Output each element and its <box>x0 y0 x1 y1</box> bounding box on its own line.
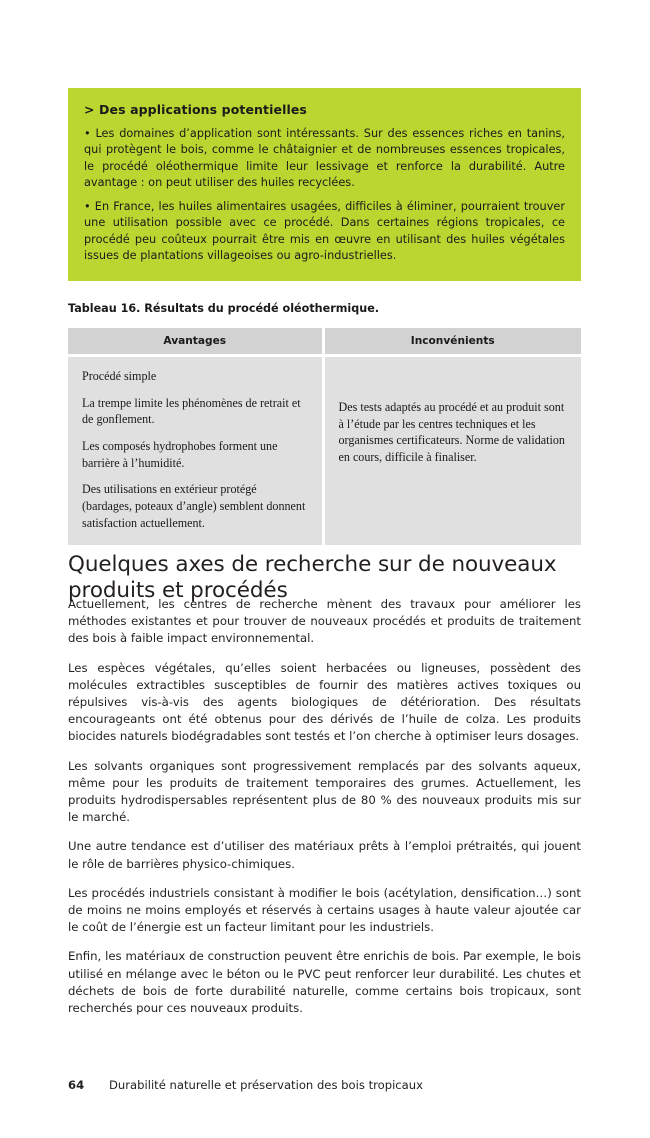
table-header-avantages: Avantages <box>68 328 325 354</box>
page-footer <box>68 1078 581 1092</box>
footer-book-title: Durabilité naturelle et préservation des bois tropicaux <box>109 1078 423 1092</box>
table-cell-avantages <box>68 354 325 545</box>
body-paragraph: Les espèces végétales, qu’elles soient herbacées ou ligneuses, possèdent des molécules extractibles susceptibles de fournir des matières actives toxiques ou répulsives vis-à-vis des agents biologiques de détérioration. Des résultats encourageants ont été obtenus pour des dérivés de l’huile de colza. Les produits biocides naturels biodégradables sont testés et l’on cherche à optimiser leurs dosages. <box>68 660 581 744</box>
body-paragraph: Les solvants organiques sont progressivement remplacés par des solvants aqueux, même pour les produits de traitement temporaires des grumes. Actuellement, les produits hydrodispersables représentent plus de 80 % des nouveaux produits mis sur le marché. <box>68 758 581 825</box>
table-header-row <box>68 328 581 354</box>
callout-paragraph-1: • Les domaines d’application sont intéressants. Sur des essences riches en tanins, qui protègent le bois, comme le châtaignier et de nombreuses essences tropicales, le procédé oléothermique limite leur lessivage et renforce la durabilité. Autre avantage : on peut utiliser des huiles recyclées. <box>84 127 565 190</box>
callout-box-applications-potentielles <box>68 88 581 281</box>
table-caption: Tableau 16. Résultats du procédé oléothermique. <box>68 302 380 315</box>
drawback-item: Des tests adaptés au procédé et au produit sont à l’étude par les centres techniques et les organismes certificateurs. Norme de validation en cours, difficile à finaliser. <box>338 400 565 465</box>
body-paragraph: Actuellement, les centres de recherche mènent des travaux pour améliorer les méthodes existantes et pour trouver de nouveaux procédés et produits de traitement des bois à faible impact environnemental. <box>68 597 581 646</box>
body-text-block <box>68 596 581 1017</box>
footer-page-number: 64 <box>68 1078 85 1092</box>
section-heading: Quelques axes de recherche sur de nouveaux produits et procédés <box>68 551 557 604</box>
advantage-item: La trempe limite les phénomènes de retrait et de gonflement. <box>82 395 301 427</box>
body-paragraph: Les procédés industriels consistant à modifier le bois (acétylation, densification…) sont de moins ne moins employés et réservés à certains usages à haute valeur ajoutée car le coût de l’énergie est un facteur limitant pour les industriels. <box>68 885 581 935</box>
table-row <box>68 354 581 545</box>
advantage-item: Procédé simple <box>82 369 157 383</box>
results-table <box>68 328 581 545</box>
body-paragraph: Enfin, les matériaux de construction peuvent être enrichis de bois. Par exemple, le bois utilisé en mélange avec le béton ou le PVC peut renforcer leur durabilité. Les chutes et déchets de bois de forte durabilité naturelle, comme certains bois tropicaux, sont recherchés pour ces nouveaux produits. <box>68 949 581 1016</box>
advantage-item: Les composés hydrophobes forment une barrière à l’humidité. <box>82 439 278 470</box>
callout-paragraph-2: • En France, les huiles alimentaires usagées, difficiles à éliminer, pourraient trouver une utilisation possible avec ce procédé. Dans certaines régions tropicales, ce procédé peu coûteux pourrait être mis en œuvre en utilisant des huiles végétales issues de plantations villageoises ou agro-industrielles. <box>84 199 565 263</box>
table-header-inconvenients: Inconvénients <box>325 328 582 354</box>
body-paragraph: Une autre tendance est d’utiliser des matériaux prêts à l’emploi prétraités, qui jouent le rôle de barrières physico-chimiques. <box>68 839 581 871</box>
table-cell-inconvenients <box>325 354 582 545</box>
advantage-item: Des utilisations en extérieur protégé (bardages, poteaux d’angle) semblent donnent satisfaction actuellement. <box>82 482 306 530</box>
callout-title: > Des applications potentielles <box>84 102 307 117</box>
